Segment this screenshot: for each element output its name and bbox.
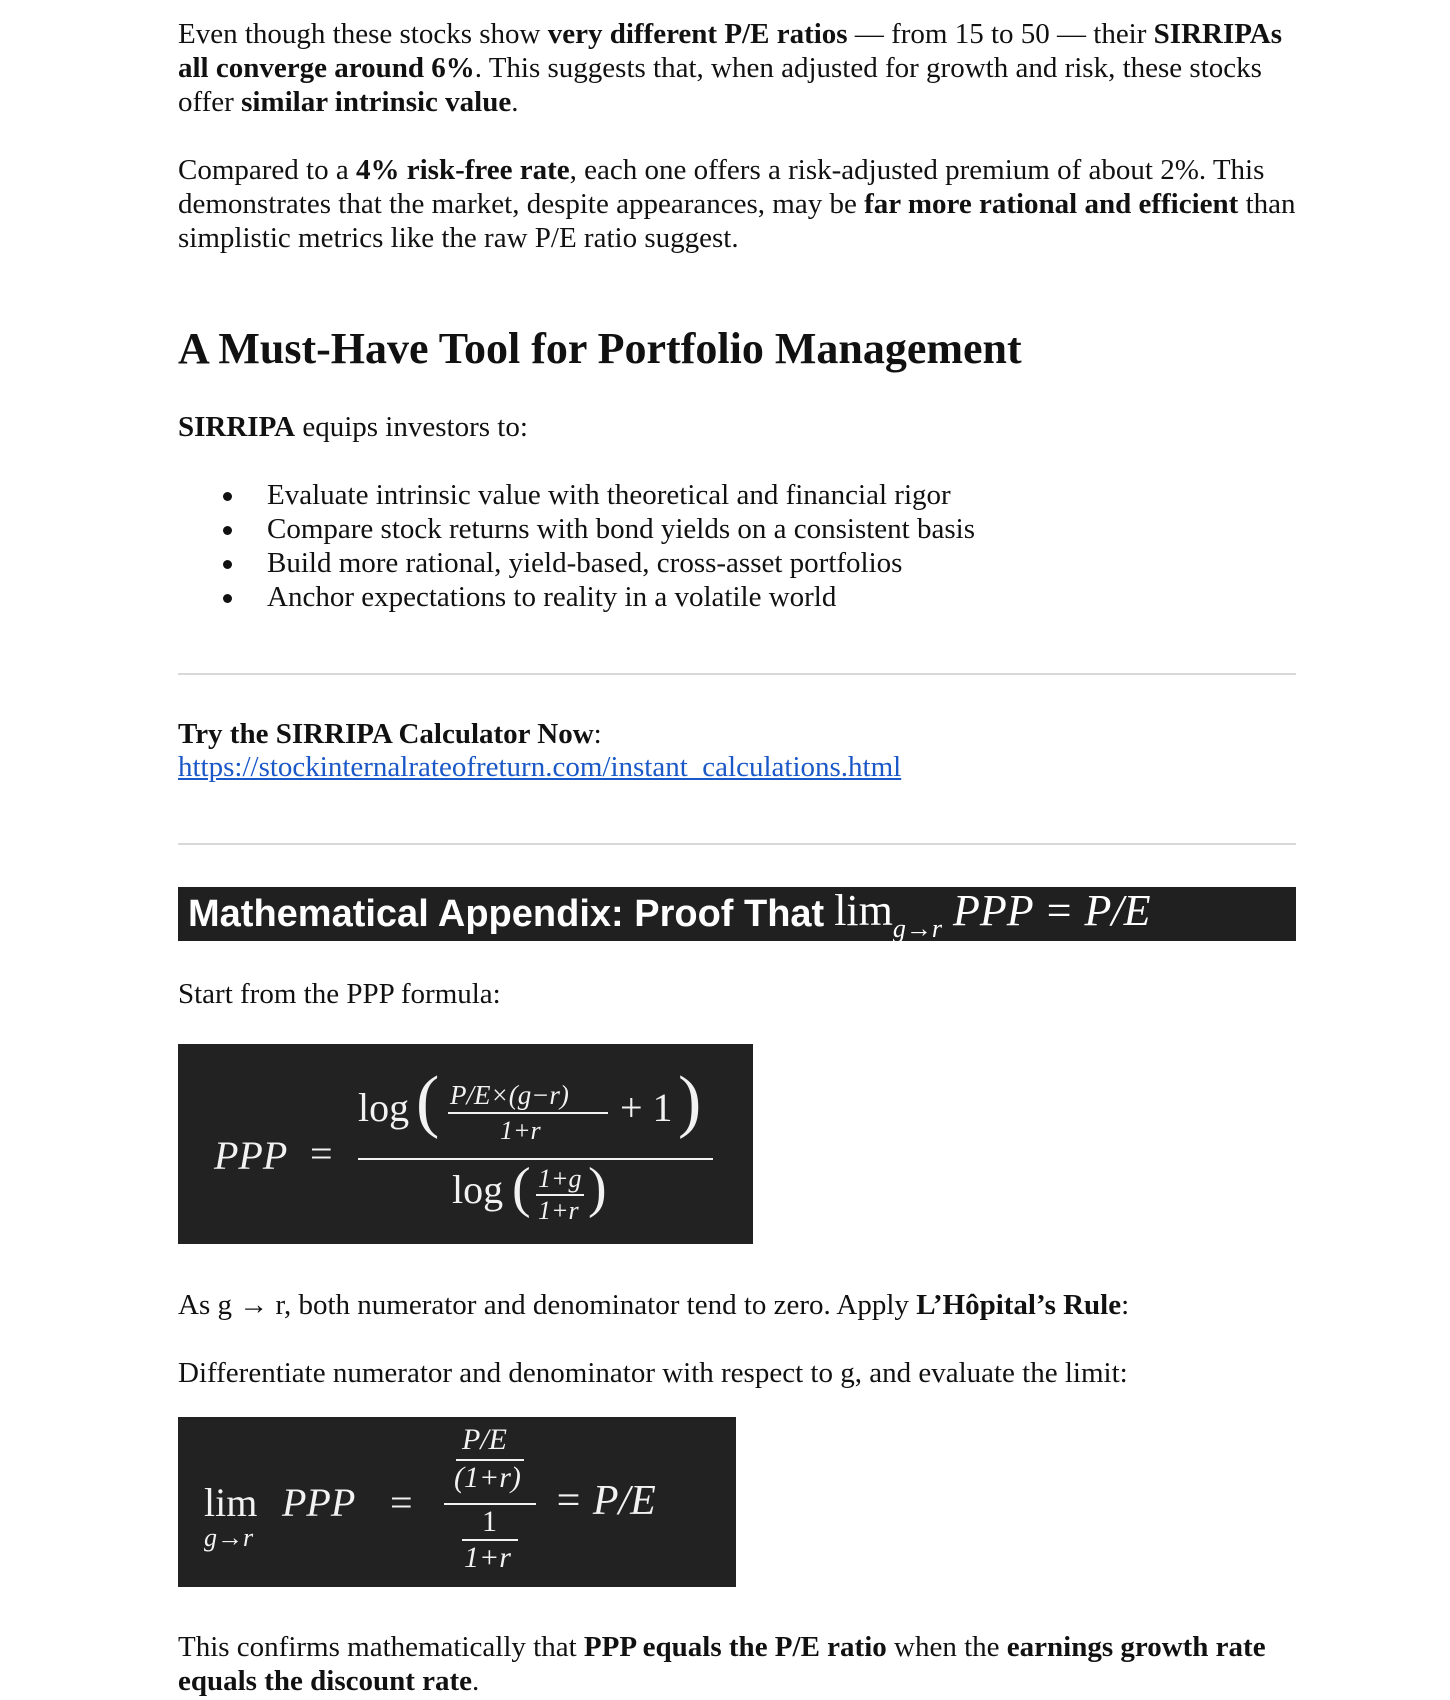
formula1-lhs (214, 1132, 287, 1179)
ppp-formula-box (178, 1044, 753, 1244)
limit-formula-box (178, 1417, 736, 1587)
intro-bold-3: similar intrinsic value (241, 86, 512, 118)
divider (178, 843, 1296, 845)
section-lead-bold: SIRRIPA (178, 411, 296, 443)
formula1-num-log: log (358, 1085, 410, 1130)
list-item-text: Anchor expectations to reality in a volatile world (267, 581, 837, 613)
bullet-dot-icon (223, 526, 232, 535)
formula2-bot-den (464, 1541, 511, 1575)
compare-bold-1: 4% risk-free rate (355, 154, 570, 186)
cta-line (178, 717, 602, 751)
intro-text-1: Even though these stocks show (178, 18, 548, 50)
formula1-den-frac-bottom-text: 1+r (538, 1196, 579, 1225)
formula2-lim: lim (204, 1480, 258, 1525)
appendix-lim-subscript: g→r (892, 913, 943, 943)
limit-bold: L’Hôpital’s Rule (916, 1289, 1122, 1321)
intro-text-4: . (511, 86, 519, 118)
conclusion-paragraph (178, 1630, 1296, 1698)
conclusion-text-1: This confirms mathematically that (178, 1631, 584, 1663)
formula2-equals: = (390, 1480, 413, 1525)
section-lead (178, 410, 528, 444)
list-item (178, 546, 1296, 580)
formula1-num-frac-bottom (500, 1116, 541, 1146)
formula2-bot-den-text: 1+r (464, 1541, 511, 1574)
intro-paragraph (178, 17, 1296, 119)
conclusion-bold-1: PPP equals the P/E ratio (583, 1631, 887, 1663)
formula1-den-frac-bottom (538, 1196, 579, 1226)
limit-text-2: : (1121, 1289, 1130, 1321)
cta-link-wrap (178, 751, 901, 784)
formula1-main-frac-line (358, 1158, 713, 1160)
compare-text-3: than simplistic metrics like the raw P/E ratio suggest. (178, 188, 1296, 254)
formula1-num-frac-bottom-text: 1+r (500, 1116, 541, 1145)
formula2-bot-num: 1 (482, 1505, 497, 1538)
formula2-top-num-text: P/E (462, 1423, 507, 1456)
formula2-lim-subscript-text: g→r (204, 1523, 254, 1552)
formula1-num-frac-line (448, 1112, 608, 1114)
formula1-den-paren-open: ( (512, 1157, 531, 1219)
list-item-text: Build more rational, yield-based, cross-asset portfolios (267, 547, 903, 579)
formula1-num-paren-close: ) (678, 1063, 702, 1140)
formula1-lhs-text: PPP (214, 1133, 288, 1178)
list-item-text: Evaluate intrinsic value with theoretical and financial rigor (267, 479, 951, 511)
formula2-lhs (282, 1479, 355, 1526)
limit-paragraph (178, 1288, 1129, 1322)
formula2-top-den-text: (1+r) (454, 1461, 521, 1494)
formula1-num-paren-open: ( (416, 1063, 440, 1140)
bullet-dot-icon (223, 594, 232, 603)
intro-text-2: — from 15 to 50 — their (847, 18, 1154, 50)
appendix-title-math (834, 885, 1150, 944)
intro-text-3: . This suggests that, when adjusted for growth and risk, these stocks offer (178, 52, 1262, 118)
compare-bold-2: far more rational and efficient (864, 188, 1239, 220)
appendix-math-equation: PPP = P/E (953, 885, 1151, 935)
appendix-lim: lim (834, 885, 893, 935)
formula2-top-den (454, 1461, 521, 1495)
compare-text-1: Compared to a (178, 154, 356, 186)
formula1-den-log: log (452, 1167, 504, 1212)
formula1-den-frac-top (538, 1164, 582, 1194)
formula1-den-frac-top-text: 1+g (538, 1164, 582, 1193)
compare-text-2: , each one offers a risk-adjusted premium of about 2%. This demonstrates that the market, despite appearances, may be (178, 154, 1265, 220)
formula2-rhs (554, 1477, 656, 1525)
calculator-link[interactable]: https://stockinternalrateofreturn.com/instant_calculations.html (178, 751, 902, 783)
formula1-den-paren-close: ) (588, 1157, 607, 1219)
formula2-rhs-text: = P/E (554, 1478, 656, 1524)
conclusion-bold-2: earnings growth rate equals the discount rate (178, 1631, 1266, 1697)
formula1-plus-one: + 1 (620, 1085, 673, 1130)
section-heading: A Must-Have Tool for Portfolio Management (178, 324, 1022, 373)
formula2-top-num (462, 1423, 507, 1457)
divider (178, 673, 1296, 675)
formula1-equals: = (310, 1131, 333, 1176)
appendix-title: Mathematical Appendix: Proof That (188, 892, 825, 935)
list-item (178, 580, 1296, 614)
formula2-lim-subscript (204, 1523, 253, 1553)
list-item (178, 478, 1296, 512)
conclusion-text-2: when the (886, 1631, 1007, 1663)
start-text: Start from the PPP formula: (178, 978, 501, 1010)
section-lead-text: equips investors to: (295, 411, 528, 443)
intro-bold-2: SIRRIPAs all converge around 6% (178, 18, 1283, 84)
intro-bold-1: very different P/E ratios (547, 18, 848, 50)
formula1-num-frac-top-text: P/E×(g−r) (450, 1080, 569, 1110)
limit-text-1: As g → r, both numerator and denominator tend to zero. Apply (178, 1289, 917, 1321)
cta-bold: Try the SIRRIPA Calculator Now (178, 718, 594, 750)
benefits-list (178, 478, 1296, 614)
list-item-text: Compare stock returns with bond yields on a consistent basis (267, 513, 975, 545)
bullet-dot-icon (223, 560, 232, 569)
compare-paragraph (178, 153, 1296, 255)
conclusion-text-3: . (472, 1665, 480, 1697)
list-item (178, 512, 1296, 546)
formula1-num-frac-top (450, 1080, 569, 1111)
cta-colon: : (593, 718, 602, 750)
differentiate-text: Differentiate numerator and denominator with respect to g, and evaluate the limit: (178, 1357, 1128, 1389)
bullet-dot-icon (223, 492, 232, 501)
formula2-lhs-text: PPP (282, 1480, 356, 1525)
appendix-title-bar (178, 887, 1296, 941)
